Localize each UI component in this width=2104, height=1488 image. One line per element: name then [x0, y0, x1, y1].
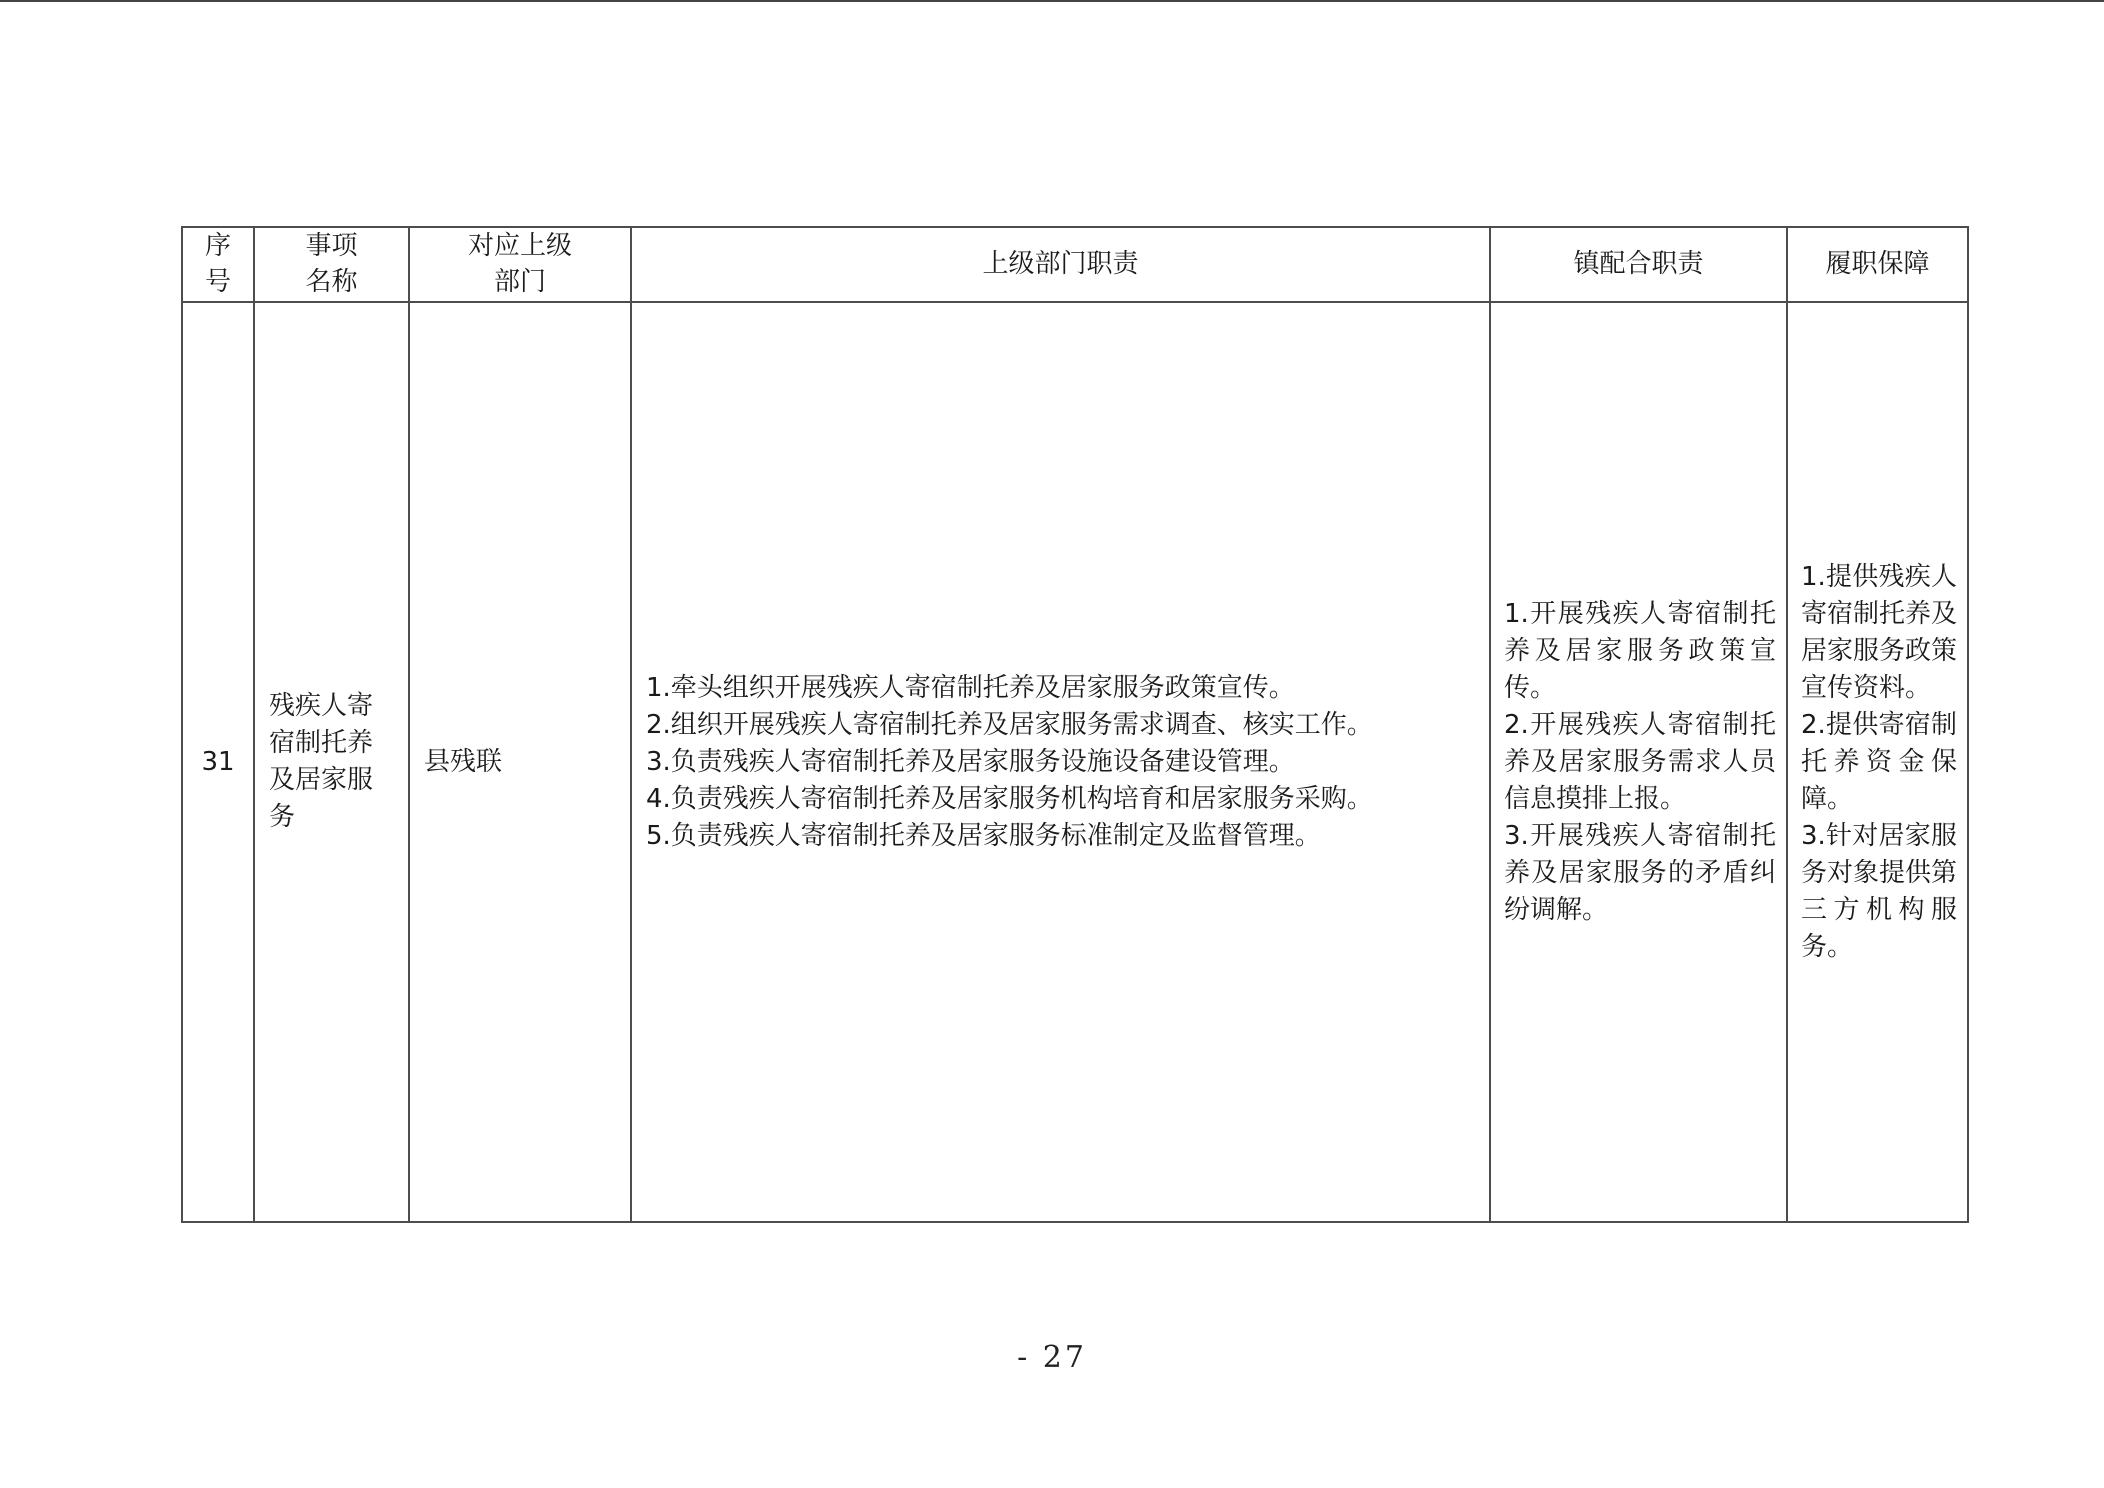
table-row — [182, 302, 1968, 1222]
header-row — [182, 227, 1968, 302]
header-upper-duties: 上级部门职责 — [631, 227, 1490, 302]
top-border-line — [0, 0, 2104, 2]
page-number: - 27 — [1017, 1340, 1087, 1375]
duty-table — [181, 226, 1969, 1223]
cell-upper-duties: 1.牵头组织开展残疾人寄宿制托养及居家服务政策宣传。 2.组织开展残疾人寄宿制托养及居家服务需求调查、核实工作。 3.负责残疾人寄宿制托养及居家服务设施设备建设管理。 4.负责残疾人寄宿制托养及居家服务机构培育和居家服务采购。 5.负责残疾人寄宿制托养及居家服务标准制定及监督管理。 — [631, 302, 1490, 1222]
cell-town-duties: 1.开展残疾人寄宿制托养及居家服务政策宣传。 2.开展残疾人寄宿制托养及居家服务需求人员信息摸排上报。 3.开展残疾人寄宿制托养及居家服务的矛盾纠纷调解。 — [1490, 302, 1787, 1222]
header-town-duties: 镇配合职责 — [1490, 227, 1787, 302]
cell-seq: 31 — [182, 302, 254, 1222]
header-seq: 序 号 — [182, 227, 254, 302]
cell-upper-dept: 县残联 — [409, 302, 631, 1222]
header-guarantee: 履职保障 — [1787, 227, 1968, 302]
cell-item-name: 残疾人寄 宿制托养 及居家服 务 — [254, 302, 409, 1222]
cell-guarantee: 1.提供残疾人寄宿制托养及居家服务政策宣传资料。 2.提供寄宿制托养资金保障。 3.针对居家服务对象提供第三方机构服务。 — [1787, 302, 1968, 1222]
table-header — [182, 227, 1968, 302]
header-upper-dept: 对应上级 部门 — [409, 227, 631, 302]
header-item-name: 事项 名称 — [254, 227, 409, 302]
